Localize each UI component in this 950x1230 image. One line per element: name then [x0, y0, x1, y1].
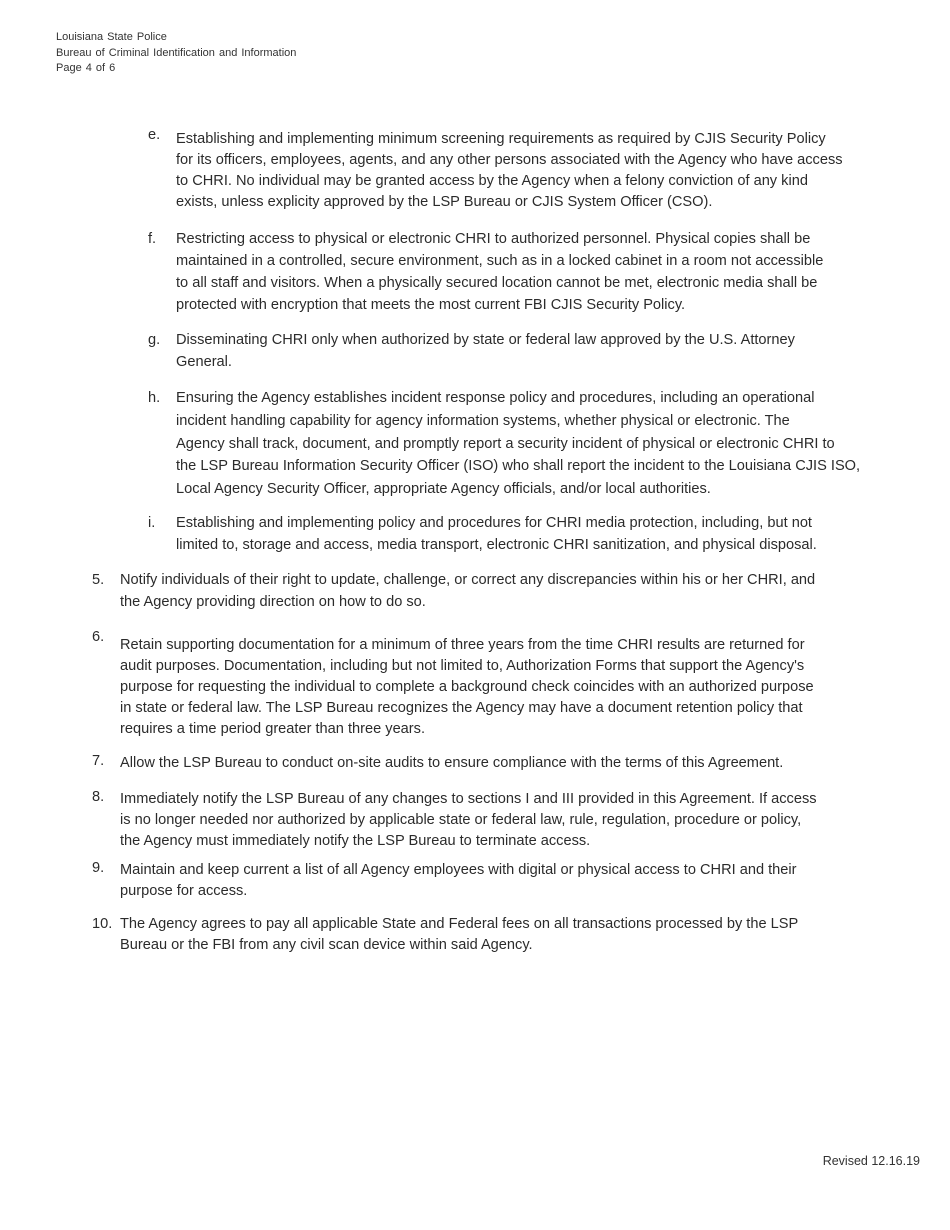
- list-item-text: Establishing and implementing minimum screening requirements as required by CJIS Security Policy for its officers, employees, agents, and any other persons associated with the Agency who have access to CHRI. No individual may be granted access by the Agency when a felony conviction of any kind exists, unless explicity approved by the LSP Bureau or CJIS System Officer (CSO).: [176, 131, 843, 210]
- list-marker: i.: [148, 515, 156, 531]
- list-item-text: Immediately notify the LSP Bureau of any changes to sections I and III provided in this Agreement. If access is no longer needed nor authorized by applicable state or federal law, rule, regulation, procedure or policy, the Agency must immediately notify the LSP Bureau to terminate access.: [120, 791, 817, 849]
- list-marker: g.: [148, 332, 161, 348]
- list-marker: 8.: [92, 789, 105, 805]
- list-item-text: Maintain and keep current a list of all Agency employees with digital or physical access to CHRI and their purpose for access.: [120, 862, 797, 899]
- header-agency: Louisiana State Police: [56, 31, 167, 43]
- list-marker: 10.: [92, 916, 113, 932]
- list-item-text: The Agency agrees to pay all applicable State and Federal fees on all transactions processed by the LSP Bureau or the FBI from any civil scan device within said Agency.: [120, 916, 799, 953]
- list-item-text: Allow the LSP Bureau to conduct on-site audits to ensure compliance with the terms of this Agreement.: [120, 755, 784, 771]
- header-page-number: Page 4 of 6: [56, 62, 116, 74]
- revision-date: Revised 12.16.19: [822, 1154, 920, 1168]
- list-item-text: Establishing and implementing policy and procedures for CHRI media protection, including, but not limited to, storage and access, media transport, electronic CHRI sanitization, and physical disposal.: [176, 515, 817, 553]
- list-item-text: Disseminating CHRI only when authorized by state or federal law approved by the U.S. Attorney General.: [176, 332, 795, 370]
- list-marker: f.: [148, 231, 157, 247]
- list-item-text: Ensuring the Agency establishes incident response policy and procedures, including an operational incident handling capability for agency information systems, whether physical or electronic. The Agency shall track, document, and promptly report a security incident of physical or electronic CHRI to the LSP Bureau Information Security Officer (ISO) who shall report the incident to the Louisiana CJIS ISO, Local Agency Security Officer, appropriate Agency officials, and/or local authorities.: [176, 390, 861, 498]
- list-marker: h.: [148, 390, 161, 406]
- list-marker: 5.: [92, 572, 105, 588]
- list-item-text: Restricting access to physical or electronic CHRI to authorized personnel. Physical copies shall be maintained in a controlled, secure environment, such as in a locked cabinet in a room not accessible to all staff and visitors. When a physically secured location cannot be met, electronic media shall be protected with encryption that meets the most current FBI CJIS Security Policy.: [176, 231, 824, 313]
- list-marker: e.: [148, 127, 161, 143]
- list-marker: 6.: [92, 629, 105, 645]
- header-bureau: Bureau of Criminal Identification and Information: [56, 46, 297, 59]
- page-header: [56, 30, 296, 77]
- list-item-text: Notify individuals of their right to update, challenge, or correct any discrepancies within his or her CHRI, and the Agency providing direction on how to do so.: [120, 572, 816, 610]
- list-marker: 9.: [92, 860, 105, 876]
- list-item-text: Retain supporting documentation for a minimum of three years from the time CHRI results are returned for audit purposes. Documentation, including but not limited to, Authorization Forms that support the Agency's purpose for requesting the individual to complete a background check coincides with an authorized purpose in state or federal law. The LSP Bureau recognizes the Agency may have a document retention policy that requires a time period greater than three years.: [120, 637, 814, 737]
- list-marker: 7.: [92, 753, 105, 769]
